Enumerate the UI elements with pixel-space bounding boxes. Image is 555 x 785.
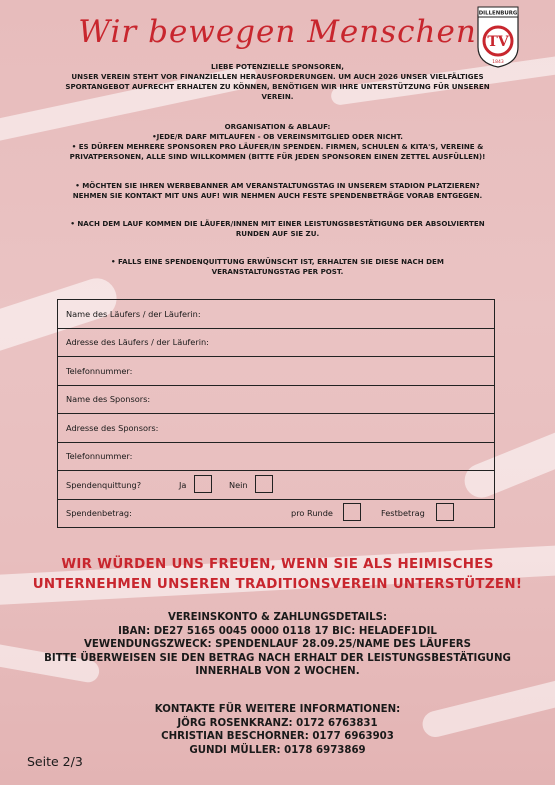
- intro-text: [20, 62, 535, 102]
- amount-label: Spendenbetrag:: [66, 508, 132, 518]
- process-line: PRIVATPERSONEN, ALLE SIND WILLKOMMEN (BITTE FÜR JEDEN SPONSOREN EINEN ZETTEL AUSFÜLLEN)!: [69, 152, 486, 161]
- fixed-amount-label: Festbetrag: [381, 508, 425, 518]
- intro-line: UNSER VEREIN STEHT VOR FINANZIELLEN HERAUSFORDERUNGEN. UM AUCH 2026 UNSER VIELFÄLTIGES: [71, 72, 484, 81]
- sponsor-phone-label: Telefonnummer:: [66, 451, 133, 461]
- receipt-yes-checkbox[interactable]: [194, 475, 212, 493]
- receipt-row: [58, 471, 494, 500]
- per-lap-checkbox[interactable]: [343, 503, 361, 521]
- logo-top-text: DILLENBURG: [478, 10, 518, 17]
- after-run-line: • NACH DEM LAUF KOMMEN DIE LÄUFER/INNEN MIT EINER LEISTUNGSBESTÄTIGUNG DER ABSOLVIERTEN: [70, 219, 485, 228]
- receipt-info-text: [20, 257, 535, 277]
- receipt-label: Spendenquittung?: [66, 480, 142, 490]
- payment-line: BITTE ÜBERWEISEN SIE DEN BETRAG NACH ERHALT DER LEISTUNGSBESTÄTIGUNG: [44, 652, 511, 664]
- amount-row: [58, 499, 494, 527]
- no-label: Nein: [229, 480, 248, 490]
- appeal-line-1: WIR WÜRDEN UNS FREUEN, WENN SIE ALS HEIMISCHES: [61, 557, 494, 572]
- payment-line: IBAN: DE27 5165 0045 0000 0118 17 BIC: HELADEF1DIL: [118, 625, 437, 637]
- after-run-line: RUNDEN AUF SIE ZU.: [235, 229, 320, 238]
- runner-address-label: Adresse des Läufers / der Läuferin:: [66, 337, 209, 347]
- payment-details: [20, 611, 535, 679]
- receipt-no-checkbox[interactable]: [255, 475, 273, 493]
- sponsor-form: [57, 299, 495, 528]
- intro-line: SPORTANGEBOT AUFRECHT ERHALTEN ZU KÖNNEN, BENÖTIGEN WIR IHRE UNTERSTÜTZUNG FÜR UNSEREN: [65, 82, 490, 91]
- after-run-text: [20, 219, 535, 239]
- yes-label: Ja: [179, 480, 187, 490]
- sponsor-phone-field[interactable]: [58, 442, 494, 471]
- logo-year: 1843: [492, 60, 504, 65]
- page-number: Seite 2/3: [27, 754, 83, 769]
- runner-phone-label: Telefonnummer:: [66, 366, 133, 376]
- sponsor-address-field[interactable]: [58, 414, 494, 443]
- fixed-amount-checkbox[interactable]: [436, 503, 454, 521]
- contact-details: [20, 703, 535, 757]
- sponsor-name-label: Name des Sponsors:: [66, 394, 151, 404]
- process-text: [20, 122, 535, 162]
- contact-line: JÖRG ROSENKRANZ: 0172 6763831: [177, 717, 378, 729]
- club-logo: [474, 3, 522, 69]
- sponsor-name-field[interactable]: [58, 385, 494, 414]
- contact-line: KONTAKTE FÜR WEITERE INFORMATIONEN:: [154, 704, 401, 715]
- logo-letters: TV: [487, 34, 509, 50]
- per-lap-label: pro Runde: [291, 508, 333, 518]
- payment-line: VEREINSKONTO & ZAHLUNGSDETAILS:: [167, 612, 388, 623]
- contact-line: CHRISTIAN BESCHORNER: 0177 6963903: [161, 731, 394, 742]
- intro-line: VEREIN.: [261, 92, 294, 101]
- process-line: •JEDE/R DARF MITLAUFEN - OB VEREINSMITGLIED ODER NICHT.: [152, 132, 403, 141]
- intro-line: LIEBE POTENZIELLE SPONSOREN,: [211, 62, 344, 71]
- sponsor-address-label: Adresse des Sponsors:: [66, 423, 159, 433]
- banner-text: [20, 181, 535, 201]
- process-line: • ES DÜRFEN MEHRERE SPONSOREN PRO LÄUFER/IN SPENDEN. FIRMEN, SCHULEN & KITA'S, VEREINE &: [71, 142, 484, 151]
- banner-line: NEHMEN SIE KONTAKT MIT UNS AUF! WIR NEHMEN AUCH FESTE SPENDENBETRÄGE VORAB ENTGEGEN.: [72, 191, 483, 200]
- receipt-info-line: VERANSTALTUNGSTAG PER POST.: [211, 267, 344, 276]
- receipt-info-line: • FALLS EINE SPENDENQUITTUNG ERWÜNSCHT IST, ERHALTEN SIE DIESE NACH DEM: [111, 257, 444, 266]
- page-title: Wir bewegen Menschen: [78, 14, 477, 50]
- runner-name-label: Name des Läufers / der Läuferin:: [66, 309, 201, 319]
- runner-address-field[interactable]: [58, 328, 494, 357]
- banner-line: • MÖCHTEN SIE IHREN WERBEBANNER AM VERANSTALTUNGSTAG IN UNSEREM STADION PLATZIEREN?: [75, 181, 480, 190]
- appeal-line-2: UNTERNEHMEN UNSEREN TRADITIONSVEREIN UNTERSTÜTZEN!: [32, 577, 523, 592]
- process-line: ORGANISATION & ABLAUF:: [224, 122, 331, 131]
- contact-line: GUNDI MÜLLER: 0178 6973869: [189, 744, 366, 756]
- runner-name-field[interactable]: [58, 300, 494, 329]
- payment-line: VEWENDUNGSZWECK: SPENDENLAUF 28.09.25/NAME DES LÄUFERS: [84, 639, 471, 650]
- runner-phone-field[interactable]: [58, 357, 494, 386]
- payment-line: INNERHALB VON 2 WOCHEN.: [195, 666, 360, 677]
